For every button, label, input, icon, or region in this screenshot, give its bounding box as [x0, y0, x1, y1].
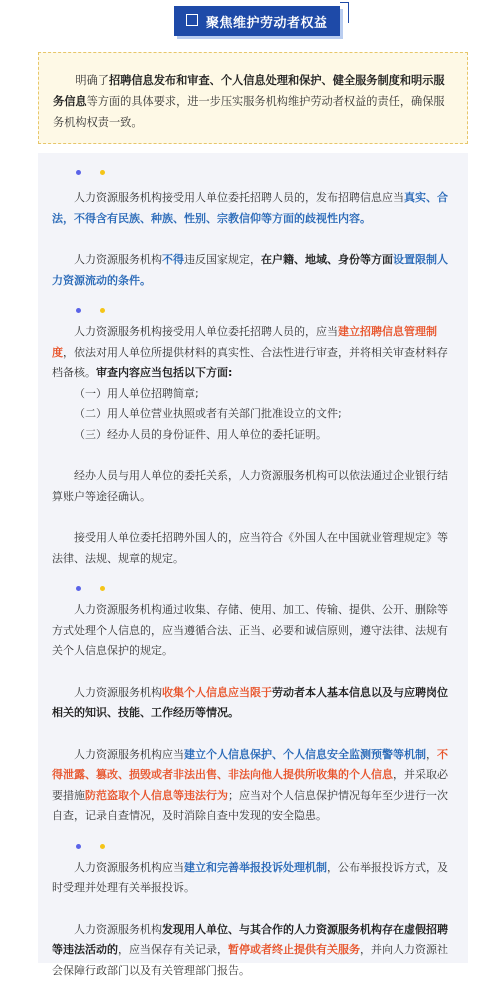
text: ，: [426, 748, 437, 761]
paragraph: [52, 920, 455, 981]
text: 人力资源服务机构: [74, 253, 162, 266]
bullet-dots: [52, 308, 455, 322]
text: ，公布举报投诉方式，及时受理并处理有关举报投诉。: [52, 861, 448, 895]
highlight-text: 建立和完善举报投诉处理机制: [184, 861, 327, 874]
section-title-box: [174, 6, 340, 36]
bold-text: 发现用人单位、与其合作的人力资源服务机构存在虚假招聘等违法活动的: [52, 923, 448, 957]
section-title: 聚焦维护劳动者权益: [206, 12, 328, 31]
square-icon: [186, 14, 198, 26]
paragraph: [52, 322, 455, 384]
highlight-text: 不得泄露、篡改、损毁或者非法出售、非法向他人提供所收集的个人信息: [52, 748, 448, 782]
corner-decoration: [340, 2, 349, 23]
paragraph: [52, 858, 455, 899]
text: ，并采取必要措施: [52, 768, 448, 802]
dot-icon: [100, 308, 105, 313]
bullet-dots: [52, 586, 455, 600]
highlight-text: 设置限制人力资源流动的条件。: [52, 253, 448, 287]
bullet-dots: [52, 170, 455, 184]
summary-box: [38, 52, 468, 144]
text: 违反国家规定，: [184, 253, 261, 266]
text: 人力资源服务机构接受用人单位委托招聘人员的，发布招聘信息应当: [74, 191, 404, 204]
text: 人力资源服务机构应当: [74, 861, 184, 874]
text: 人力资源服务机构应当: [74, 748, 184, 761]
paragraph: [52, 683, 455, 724]
summary-text: 等方面的具体要求，进一步压实服务机构维护劳动者权益的责任，确保服务机构权责一致。: [53, 95, 445, 129]
content-panel: [38, 153, 468, 963]
dot-icon: [76, 586, 81, 591]
list-item: （一）用人单位招聘简章;: [74, 384, 455, 405]
paragraph: [52, 745, 455, 827]
highlight-text: 真实、合法，: [52, 191, 448, 225]
requirement-list: [52, 384, 455, 446]
dot-icon: [76, 170, 81, 175]
bold-text: 劳动者本人基本信息以及与应聘岗位相关的知识、技能、工作经历等情况。: [52, 686, 448, 720]
paragraph: 人力资源服务机构通过收集、存储、使用、加工、传输、提供、公开、删除等方式处理个人信息的，应当遵循合法、正当、必要和诚信原则，遵守法律、法规有关个人信息保护的规定。: [52, 600, 455, 662]
text: ，依法对用人单位所提供材料的真实性、合法性进行审查，并将相关审查材料存档备核。: [52, 346, 448, 380]
paragraph: 经办人员与用人单位的委托关系，人力资源服务机构可以依法通过企业银行结算账户等途径确认。: [52, 466, 455, 507]
text: 人力资源服务机构: [74, 686, 162, 699]
text: 人力资源服务机构接受用人单位委托招聘人员的，应当: [74, 325, 338, 338]
paragraph: [52, 188, 455, 229]
highlight-text: 防范盗取个人信息等违法行为: [85, 789, 228, 802]
text: ，并向人力资源社会保障行政部门以及有关管理部门报告。: [52, 943, 448, 977]
dot-icon: [76, 308, 81, 313]
highlight-text: 收集个人信息应当限于: [162, 686, 272, 699]
dot-icon: [100, 844, 105, 849]
highlight-text: 建立招聘信息管理制度: [52, 325, 437, 359]
paragraph: [52, 250, 455, 291]
paragraph: 接受用人单位委托招聘外国人的，应当符合《外国人在中国就业管理规定》等法律、法规、规章的规定。: [52, 528, 455, 569]
text: ；应当对个人信息保护情况每年至少进行一次自查，记录自查情况，及时消除自查中发现的安全隐患。: [52, 789, 448, 823]
highlight-text: 暂停或者终止提供有关服务: [228, 943, 360, 956]
bullet-dots: [52, 844, 455, 858]
dot-icon: [100, 586, 105, 591]
highlight-text: 不得: [162, 253, 184, 266]
section-header: [0, 0, 500, 50]
text: 人力资源服务机构: [74, 923, 162, 936]
dot-icon: [76, 844, 81, 849]
summary-text: 明确了: [75, 74, 109, 87]
list-item: （二）用人单位营业执照或者有关部门批准设立的文件;: [74, 404, 455, 425]
highlight-text: 不得含有民族、种族、性别、宗教信仰等方面的歧视性内容。: [74, 212, 371, 225]
dot-icon: [100, 170, 105, 175]
highlight-text: 建立个人信息保护、个人信息安全监测预警等机制: [184, 748, 426, 761]
text: ，应当保存有关记录，: [118, 943, 228, 956]
list-item: （三）经办人员的身份证件、用人单位的委托证明。: [74, 425, 455, 446]
summary-bold: 招聘信息发布和审查、个人信息处理和保护、健全服务制度和明示服务信息: [53, 74, 445, 108]
bold-text: 审查内容应当包括以下方面:: [96, 366, 232, 379]
bold-text: 在户籍、地域、身份等方面: [261, 253, 393, 266]
